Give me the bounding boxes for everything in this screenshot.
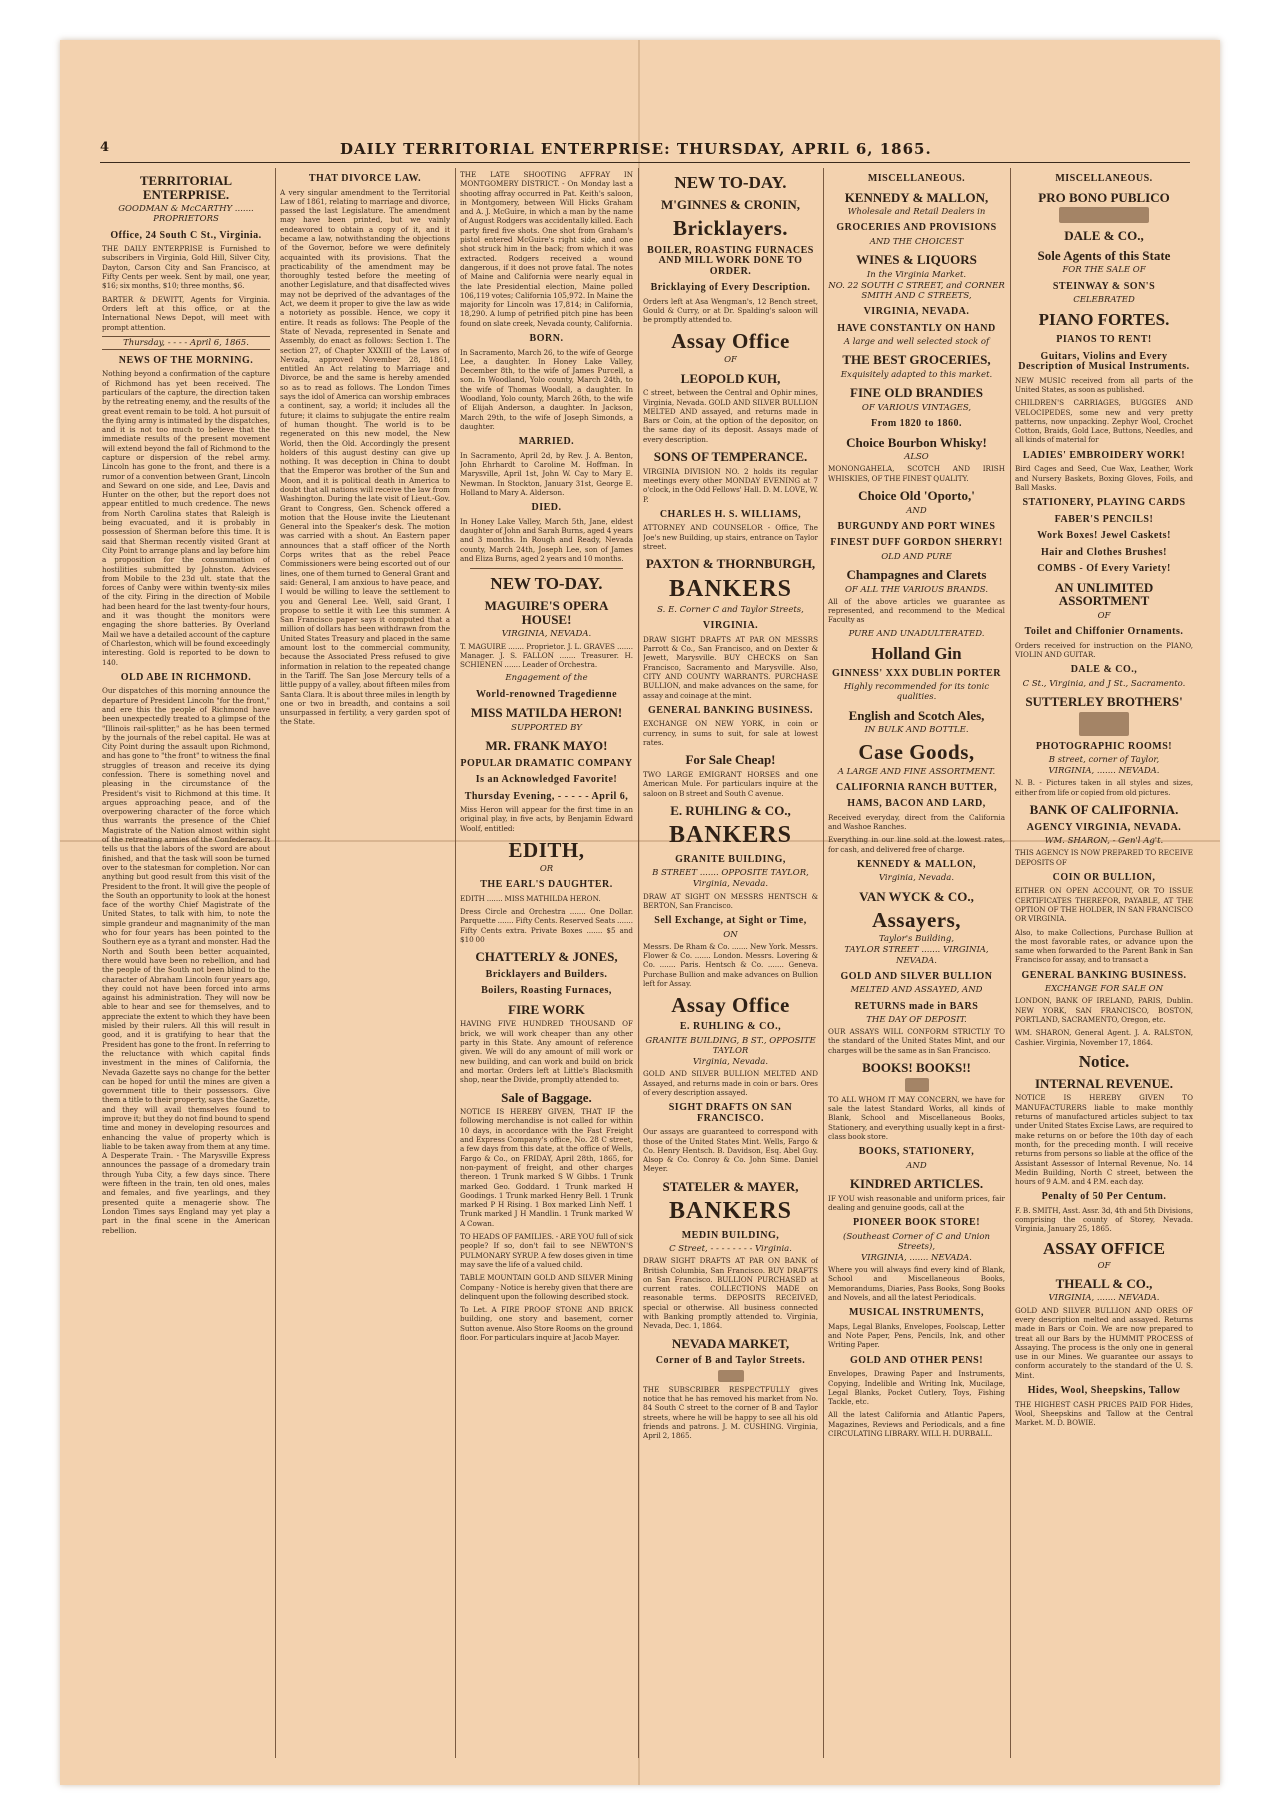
mginnes-slogan: Bricklaying of Every Description. xyxy=(650,282,811,294)
sherry: FINEST DUFF GORDON SHERRY! xyxy=(830,537,1003,549)
show-date: Thursday Evening, - - - - - April 6, xyxy=(464,790,629,802)
paxton-address: S. E. Corner C and Taylor Streets, xyxy=(657,605,804,616)
butter: CALIFORNIA RANCH BUTTER, xyxy=(835,781,998,793)
engagement: Engagement of the xyxy=(505,673,588,684)
paxton-text: DRAW SIGHT DRAFTS AT PAR ON MESSRS Parrott & Co., San Francisco, and on Dexter & Jewett, Marysville. BUY CHECKS on San Francisco, Sacramento and Marysville. Also, CITY AND COUNTY WARRANTS. PURCHASE BULLION, and make advances on the same, for assay and coinage at the mint. xyxy=(643,634,818,700)
cast: EDITH ....... MISS MATHILDA HERON. xyxy=(460,893,601,903)
temperance-heading: SONS OF TEMPERANCE. xyxy=(653,449,808,465)
case-goods: Case Goods, xyxy=(858,740,975,765)
ruhling-text: DRAW AT SIGHT ON MESSRS HENTSCH & BERTON, San Francisco. xyxy=(643,891,818,910)
ruhling-title: BANKERS xyxy=(668,822,793,849)
best-groceries: THE BEST GROCERIES, xyxy=(842,352,991,368)
for-sale: FOR THE SALE OF xyxy=(1062,265,1146,276)
news-text: Nothing beyond a confirmation of the capture of Richmond has yet been received. The particulars of the capture, the direction taken by the retreating enemy, and the results of the great event remain to be told. A hot pursuit of the flying army is intimated by the dispatches, and it is not too much to believe that the immediate results of the present movement will extend beyond the fall of Richmond to the capture or dispersion of the rebel army. Lincoln has gone to the front, and there is a rumor of a convention between Grant, Lincoln and Seward on one side, and Lee, Davis and Hunter on the other, but the report does not appear entitled to much credence. The news from North Carolina states that Raleigh is being evacuated, and it is probably in possession of Sherman before this time. It is said that Sherman recently visited Grant at City Point to arrange plans and lay before him a proposition for the consummation of hostilities submitted by Johnston. Advices from Mobile to the 23d ult. state that the forces of Canby were within twenty-six miles of the city. Firing in the direction of Mobile had been heard for the last twenty-four hours, and it was thought the monitors were engaging the shore batteries. By Overland Mail we have a detailed account of the capture of Charleston, which will be found exceedingly interesting. Gold is reported to be down to 140. xyxy=(102,369,270,667)
returns: RETURNS made in BARS xyxy=(854,1000,979,1012)
newspaper-sheet xyxy=(60,40,1220,1785)
and-2: AND xyxy=(906,1160,927,1171)
champagnes: Champagnes and Clarets xyxy=(846,567,987,582)
play-subtitle: THE EARL'S DAUGHTER. xyxy=(480,879,613,891)
gold-pens: GOLD AND OTHER PENS! xyxy=(849,1354,984,1366)
paxton-city: VIRGINIA. xyxy=(702,620,759,632)
married-heading: MARRIED. xyxy=(518,436,575,448)
column-misc xyxy=(1015,168,1193,1768)
carriages: CHILDREN'S CARRIAGES, BUGGIES AND VELOCIPEDES, some new and very pretty patterns, now unpacking. Zephyr Wool, Crochet Cotton, Braids, Gold Lace, Buttons, Needles, and all kinds of material for xyxy=(1015,398,1193,445)
mginnes-text: Orders left at Asa Wengman's, 12 Bench street, Gould & Curry, or at Dr. Spalding's saloon will be promptly attended to. xyxy=(643,296,818,325)
coin: COIN OR BULLION, xyxy=(1052,871,1156,883)
pioneer-text: IF YOU wish reasonable and uniform prices, fair dealing and genuine goods, call at the xyxy=(828,1193,1005,1212)
born-text: In Sacramento, March 26, to the wife of George Lee, a daughter. In Honey Lake Valley, December 8th, to the wife of James Purcell, a son. In Woodland, Yolo county, March 24th, to the wife of Thomas Woodall, a daughter. In Woodland, Yolo county, March 26th, to the wife of Elijah Anderson, a daughter. In Jackson, March 29th, to the wife of Joseph Simonds, a daughter. xyxy=(460,347,633,431)
embroidery: LADIES' EMBROIDERY WORK! xyxy=(1022,449,1186,461)
assayers: Assayers, xyxy=(871,908,962,933)
baggage-text: NOTICE IS HEREBY GIVEN, THAT IF the following merchandise is not called for within 10 days, in accordance with the Fast Freight and Express Company's office, No. 28 C street, a few days from this date, at the office of Wells, Fargo & Co., on FRIDAY, April 28th, 1865, for non-payment of freight, and other charges thereon. 1 Trunk marked S W Gibbs. 1 Trunk marked Geo. Goddard. 1 Trunk marked H Goodings. 1 Trunk marked Henry Bell. 1 Trunk marked P H Rising. 1 Box marked Linh Neff. 1 Trunk marked J H Mandlin. 1 Trunk marked W A Cowan. xyxy=(460,1107,633,1228)
stationery: STATIONERY, PLAYING CARDS xyxy=(1022,497,1186,509)
subscription-text: THE DAILY ENTERPRISE is Furnished to subscribers in Virginia, Gold Hill, Silver City, Dayton, Carson City and San Francisco, at Fifty Cents per week. Sent by mail, one year, $16; six months, $10; three months, $6. xyxy=(102,244,270,291)
revenue: INTERNAL REVENUE. xyxy=(1035,1075,1173,1091)
porter: GINNESS' XXX DUBLIN PORTER xyxy=(831,667,1002,679)
dateline: Thursday, - - - - April 6, 1865. xyxy=(102,336,270,350)
company: POPULAR DRAMATIC COMPANY xyxy=(460,757,633,769)
star-name: MISS MATILDA HERON! xyxy=(470,705,623,721)
hams: HAMS, BACON AND LARD, xyxy=(847,798,986,810)
ruhling-list: Messrs. De Rham & Co. ....... New York. Messrs. Flower & Co. ....... London. Messrs. Lovering & Co. ....... Paris. Hentsch & Co. ....... Geneva. Purchase Bullion and make advances on Bullion left for Assay. xyxy=(643,941,818,988)
assay-text: C street, between the Central and Ophir mines, Virginia, Nevada. GOLD AND SILVER BULLION MELTED AND assayed, and returns made in Bars or Coin, at the option of the depositor, on the same day of its deposit. Assays made of every description. xyxy=(643,388,818,444)
hides-text: THE HIGHEST CASH PRICES PAID FOR Hides, Wool, Sheepskins and Tallow at the Central Market. M. D. BOWIE. xyxy=(1015,1399,1193,1428)
divorce-heading: THAT DIVORCE LAW. xyxy=(308,173,422,184)
paxton-heading: PAXTON & THORNBURGH, xyxy=(645,556,816,572)
ruhling-city: Virginia, Nevada. xyxy=(692,879,769,890)
cages: Bird Cages and Seed, Cue Wax, Leather, Work and Nursery Baskets, Boxing Gloves, Foils, and Ball Masks. xyxy=(1015,464,1193,492)
column-rule xyxy=(455,168,456,1758)
agents-text: BARTER & DEWITT, Agents for Virginia. Orders left at this office, or at the International News Depot, will meet with prompt attention. xyxy=(102,294,270,332)
sole: Sole Agents of this State xyxy=(1037,247,1171,263)
day: THE DAY OF DEPOSIT. xyxy=(866,1015,967,1025)
either: EITHER ON OPEN ACCOUNT, OR TO ISSUE CERTIFICATES THEREFOR, PAYABLE, AT THE OPTION OF THE HOLDER, IN SAN FRANCISCO OR VIRGINIA. xyxy=(1015,886,1193,924)
sale-heading: For Sale Cheap! xyxy=(685,752,776,768)
table-mountain-text: TABLE MOUNTAIN GOLD AND SILVER Mining Company - Notice is hereby given that there are delinquent upon the following described stock. xyxy=(460,1273,633,1301)
owners: GOODMAN & McCARTHY ....... PROPRIETORS xyxy=(118,204,254,225)
assay2-address: GRANITE BUILDING, B ST., OPPOSITE TAYLOR xyxy=(645,1035,816,1057)
chatterly-heading: CHATTERLY & JONES, xyxy=(475,949,618,965)
brushes: Hair and Clothes Brushes! xyxy=(1041,546,1167,558)
column-rule xyxy=(1010,168,1011,1758)
pure: PURE AND UNADULTERATED. xyxy=(848,628,985,639)
dale-sign: DALE & CO., xyxy=(1070,664,1138,676)
camera-icon xyxy=(1079,712,1129,736)
music-note: NEW MUSIC received from all parts of the United States, as soon as published. xyxy=(1015,375,1193,394)
photo-address: B street, corner of Taylor, xyxy=(1048,755,1160,765)
market-sub: Corner of B and Taylor Streets. xyxy=(655,1355,806,1367)
assay-name: LEOPOLD KUH, xyxy=(680,370,781,386)
paper-name: TERRITORIAL ENTERPRISE. xyxy=(139,173,233,202)
let-text: To Let. A FIRE PROOF STONE AND BRICK building, one story and basement, corner Sutton avenue. Also Store Rooms on the ground floor. For particulars inquire at Jacob Mayer. xyxy=(460,1305,633,1342)
misc-heading-2: MISCELLANEOUS. xyxy=(1055,173,1153,184)
groceries: GROCERIES AND PROVISIONS xyxy=(836,222,997,234)
new-today-heading-2: NEW TO-DAY. xyxy=(674,173,787,192)
years: From 1820 to 1860. xyxy=(870,418,963,430)
kennedy-sub: Wholesale and Retail Dealers in xyxy=(847,207,986,218)
pioneer: PIONEER BOOK STORE! xyxy=(852,1217,981,1229)
news-heading: NEWS OF THE MORNING. xyxy=(118,354,254,366)
married-text: In Sacramento, April 2d, by Rev. J. A. Benton, John Ehrhardt to Caroline M. Hoffman. In Marysville, April 1st, John W. Cay to Mary E. Newman. In Stockton, January 31st, George E. Holland to Mary A. Alderson. xyxy=(460,450,633,497)
ralston: WM. SHARON, General Agent. J. A. RALSTON, Cashier. Virginia, November 17, 1864. xyxy=(1015,1028,1193,1047)
mginnes-services: BOILER, ROASTING FURNACES AND MILL WORK DONE TO ORDER. xyxy=(647,244,814,277)
favorite: Is an Acknowledged Favorite! xyxy=(475,774,618,786)
faber: FABER'S PENCILS! xyxy=(1054,513,1154,525)
column-divorce-law xyxy=(280,168,450,1768)
assay-of: OF xyxy=(724,355,737,366)
taylor-street: TAYLOR STREET ....... VIRGINIA, NEVADA. xyxy=(844,945,989,966)
orders-note: Orders received for instruction on the PIANO, VIOLIN AND GUITAR. xyxy=(1015,640,1193,659)
pioneer-city: VIRGINIA, ....... NEVADA. xyxy=(861,1253,972,1263)
show-text: Miss Heron will appear for the first time in an original play, in five acts, by Benjamin Edward Woolf, entitled: xyxy=(460,805,633,833)
also: ALSO xyxy=(904,452,929,463)
steinway: STEINWAY & SON'S xyxy=(1052,280,1156,292)
agency: AGENCY VIRGINIA, NEVADA. xyxy=(1026,821,1182,833)
city: VIRGINIA, NEVADA. xyxy=(863,306,970,318)
supported-by: SUPPORTED BY xyxy=(511,722,582,733)
revenue-text: NOTICE IS HEREBY GIVEN TO MANUFACTURERS liable to make monthly returns of manufactured articles subject to tax under United States Excise Laws, are required to make returns on or before the 10th day of each month, for the preceding month. I will receive returns from persons so liable at the office of the Assistant Assessor of Internal Revenue, No. 14 Medin Building, North C street, between the hours of 9 A.M. and 4 P.M. each day. xyxy=(1015,1093,1193,1187)
divider xyxy=(470,568,623,569)
shooting-text: THE LATE SHOOTING AFFRAY IN MONTGOMERY DISTRICT. - On Monday last a shooting affray occurred in Pat. Keith's saloon, in Montgomery, between Will Hicks Graham and A. J. McGuire, in which a man by the name of August Rodgers was accidentally killed. Each party fired five shots. One shot from Graham's pistol entered McGuire's right side, and one shot struck him in the back; from which it was extracted. Rodgers received a wound dangerous, if it does not prove fatal. The notes of Maine and California were nearly equal in the late Presidential election, Maine polled 106,119 votes; California 105,972. In Maine the majority for Lincoln was 17,814; in California, 18,290. A lump of petrified pitch pine has been found on slate creek, Nevada county, California. xyxy=(460,170,633,328)
banking: GENERAL BANKING BUSINESS. xyxy=(1021,969,1187,981)
melted: MELTED AND ASSAYED, AND xyxy=(850,985,983,996)
assay2-drafts: SIGHT DRAFTS ON SAN FRANCISCO. xyxy=(668,1102,793,1124)
paxton-general: GENERAL BANKING BUSINESS. xyxy=(647,704,814,716)
assortment: A LARGE AND FINE ASSORTMENT. xyxy=(837,766,996,777)
column-rule xyxy=(275,168,276,1758)
dale-address: C St., Virginia, and J St., Sacramento. xyxy=(1022,678,1186,689)
everything: Everything in our line sold at the lowest rates, for cash, and delivered free of charge. xyxy=(828,835,1005,854)
tragedienne-label: World-renowned Tragedienne xyxy=(475,688,618,700)
mginnes-trade: Bricklayers. xyxy=(672,216,789,241)
stateler-text: DRAW SIGHT DRAFTS AT PAR ON BANK of British Columbia, San Francisco. BUY DRAFTS on San Francisco. BULLION PURCHASED at current rates. COLLECTIONS MADE on reasonable terms. DEPOSITS RECEIVED, special or otherwise. All business connected with Banking promptly attended to. Virginia, Nevada, Dec. 1, 1864. xyxy=(643,1256,818,1331)
stateler-address: C Street, - - - - - - - - Virginia. xyxy=(669,1244,792,1255)
column-notices-theatre xyxy=(460,168,633,1768)
books-icon xyxy=(905,1078,929,1092)
wines: WINES & LIQUORS xyxy=(856,252,977,268)
ruhling-heading: E. RUHLING & CO., xyxy=(670,802,791,818)
bourbon: Choice Bourbon Whisky! xyxy=(846,434,987,450)
books-text: TO ALL WHOM IT MAY CONCERN, we have for sale the latest Standard Works, all kinds of Blank, School and Miscellaneous Books, Stationery, and everything usually kept in a first-class book store. xyxy=(828,1094,1005,1141)
and-1: AND xyxy=(906,505,927,516)
piano: PIANO FORTES. xyxy=(1038,310,1170,330)
stateler-heading: STATELER & MAYER, xyxy=(662,1178,799,1194)
theall: THEALL & CO., xyxy=(1055,1275,1153,1291)
holland: Holland Gin xyxy=(871,643,962,663)
burgundy: BURGUNDY AND PORT WINES xyxy=(837,520,996,532)
exchange: EXCHANGE FOR SALE ON xyxy=(1044,984,1164,995)
combs: COMBS - Of Every Variety! xyxy=(1037,563,1171,575)
paxton-title: BANKERS xyxy=(668,575,793,602)
born-heading: BORN. xyxy=(529,333,564,345)
books: BOOKS! BOOKS!! xyxy=(862,1060,971,1076)
assay-office-heading-2: Assay Office xyxy=(671,993,790,1018)
new-today-heading: NEW TO-DAY. xyxy=(490,574,603,594)
vintages: OF VARIOUS VINTAGES, xyxy=(861,402,972,413)
photo-city: VIRGINIA, ....... NEVADA. xyxy=(1048,766,1160,777)
dale: DALE & CO., xyxy=(1064,228,1144,244)
toilet: Toilet and Chiffonier Ornaments. xyxy=(1024,626,1184,638)
opera-heading: MAGUIRE'S OPERA HOUSE! xyxy=(484,598,609,627)
bank: BANK OF CALIFORNIA. xyxy=(1029,801,1179,817)
misc-heading: MISCELLANEOUS. xyxy=(867,173,966,184)
market-note: In the Virginia Market. xyxy=(866,269,967,280)
sharon: WM. SHARON, - Gen'l Ag't. xyxy=(1044,836,1164,847)
chatterly-services: Boilers, Roasting Furnaces, xyxy=(481,985,612,997)
bank-text: THIS AGENCY IS NOW PREPARED TO RECEIVE DEPOSITS OF xyxy=(1015,848,1193,867)
old-pure: OLD AND PURE xyxy=(881,551,952,562)
rent: PIANOS TO RENT! xyxy=(1056,334,1152,346)
office-address: Office, 24 South C St., Virginia. xyxy=(110,229,262,241)
admission: Dress Circle and Orchestra ....... One Dollar. Parquette ....... Fifty Cents. Reserved Seats ....... Fifty Cents extra. Private Boxes ....... $5 and $10 00 xyxy=(460,906,633,944)
assay2-text: GOLD AND SILVER BULLION MELTED AND Assayed, and returns made in coin or bars. Ores of every description assayed. xyxy=(643,1069,818,1097)
vanwyck-heading: VAN WYCK & CO., xyxy=(859,888,974,904)
photographic: PHOTOGRAPHIC ROOMS! xyxy=(1035,740,1173,752)
guarantee: All of the above articles we guarantee as represented, and recommend to the Medical Faculty as xyxy=(828,596,1005,625)
pioneer-address: (Southeast Corner of C and Union Streets), xyxy=(843,1231,990,1252)
sale-text: TWO LARGE EMIGRANT HORSES and one American Mule. For particulars inquire at the saloon on B street and South C avenue. xyxy=(643,769,818,798)
ruhling-address: B STREET ....... OPPOSITE TAYLOR, xyxy=(652,868,809,879)
ruhling-on: ON xyxy=(723,929,738,940)
piano-icon xyxy=(1059,207,1149,223)
kennedy-heading: KENNEDY & MALLON, xyxy=(844,189,989,205)
photo-text: N. B. - Pictures taken in all styles and sizes, either from life or copied from old pictures. xyxy=(1015,778,1193,797)
opera-staff: T. MAGUIRE ....... Proprietor. J. L. GRAVES ....... Manager. J. S. FALLON ....... Treasurer. H. SCHIENEN ....... Leader of Orchestra. xyxy=(460,641,633,670)
notice: Notice. xyxy=(1078,1051,1130,1071)
assessor: F. B. SMITH, Asst. Assr. 3d, 4th and 5th Divisions, comprising the county of Storey, Nevada. Virginia, January 25, 1865. xyxy=(1015,1205,1193,1234)
unlimited: AN UNLIMITED ASSORTMENT xyxy=(1054,579,1154,609)
probono: PRO BONO PUBLICO xyxy=(1038,189,1170,205)
chatterly-sub: Bricklayers and Builders. xyxy=(485,968,608,980)
sutterley: SUTTERLEY BROTHERS' xyxy=(1025,693,1183,709)
assay2-owner: E. RUHLING & CO., xyxy=(679,1021,782,1033)
signoff-city: Virginia, Nevada. xyxy=(878,873,955,884)
address: NO. 22 SOUTH C STREET, and CORNER SMITH AND C STREETS, xyxy=(828,280,1005,302)
richmond-heading: OLD ABE IN RICHMOND. xyxy=(120,671,252,683)
column-bankers xyxy=(643,168,818,1768)
williams-text: ATTORNEY AND COUNSELOR - Office, The Joe's new Building, up stairs, entrance on Taylor street. xyxy=(643,523,818,551)
costar-name: MR. FRANK MAYO! xyxy=(485,737,608,753)
column-liquors xyxy=(828,168,1005,1768)
instruments-text: Maps, Legal Blanks, Envelopes, Foolscap, Letter and Note Paper, Pens, Pencils, Ink, and other Writing Paper. xyxy=(828,1321,1005,1350)
assay-of-2: OF xyxy=(1097,1260,1111,1271)
assay-heading: ASSAY OFFICE xyxy=(1042,1238,1166,1258)
work-boxes: Work Boxes! Jewel Caskets! xyxy=(1037,530,1171,542)
oporto: Choice Old 'Oporto,' xyxy=(858,487,975,503)
penalty: Penalty of 50 Per Centum. xyxy=(1041,1191,1167,1203)
play-title: EDITH, xyxy=(508,837,585,862)
masthead-title: DAILY TERRITORIAL ENTERPRISE: THURSDAY, APRIL 6, 1865. xyxy=(340,140,932,158)
gold-pens-text: Envelopes, Drawing Paper and Instruments, Copying, Indelible and Writing Ink, Mucilage, Legal Blanks, Pocket Cutlery, Toys, Fishing Tackle, etc. xyxy=(828,1369,1005,1407)
books-stationery: BOOKS, STATIONERY, xyxy=(858,1146,975,1158)
theall-text: GOLD AND SILVER BULLION AND ORES OF every description melted and assayed. Returns made in Bars or Coin. We are now prepared to treat all our Bars by the HUMMIT PROCESS of Assaying. The process is the only one in general use in our Mines. We guarantee our assays to conform accurately to the standard of the U. S. Mint. xyxy=(1015,1305,1193,1380)
williams-heading: CHARLES H. S. WILLIAMS, xyxy=(659,508,802,520)
signoff: KENNEDY & MALLON, xyxy=(857,858,976,870)
exquisitely: Exquisitely adapted to this market. xyxy=(840,370,993,381)
porter-note: Highly recommended for its tonic qualities. xyxy=(843,682,990,703)
ales: English and Scotch Ales, xyxy=(848,707,985,723)
heads-text: TO HEADS OF FAMILIES. - ARE YOU full of sick people? If so, don't fail to see NEWTON'S PULMONARY SYRUP. A few doses given in time may save the life of a valued child. xyxy=(460,1232,633,1269)
ruhling-building: GRANITE BUILDING, xyxy=(675,853,786,865)
market-heading: NEVADA MARKET, xyxy=(671,1335,790,1351)
of: OF xyxy=(1097,610,1111,621)
pioneer-more: Where you will always find every kind of Blank, School and Miscellaneous Books, Memorandums, Diaries, Pass Books, Song Books and Novels, and all the latest Periodicals. xyxy=(828,1265,1005,1303)
column-editorial xyxy=(102,168,270,1768)
assay2-more: Our assays are guaranteed to correspond with those of the United States Mint. Wells, Fargo & Co. Henry Hentsch. B. Davidson, Esq. Abel Guy. Alsop & Co. Conroy & Co. John Sime. Daniel Meyer. xyxy=(643,1127,818,1174)
assay-office-heading: Assay Office xyxy=(671,329,790,354)
brandies: FINE OLD BRANDIES xyxy=(850,385,983,401)
stateler-title: BANKERS xyxy=(668,1198,793,1225)
baggage-heading: Sale of Baggage. xyxy=(501,1089,592,1105)
exchange-text: EXCHANGE ON NEW YORK, in coin or currency, in sums to suit, for sale at lowest rates. xyxy=(643,719,818,747)
market-text: THE SUBSCRIBER RESPECTFULLY gives notice that he has removed his market from No. 84 South C street to the corner of B and Taylor streets, where he will be happy to see all his old friends and patrons. J. M. CUSHING. Virginia, April 2, 1865. xyxy=(643,1384,818,1441)
instruments: MUSICAL INSTRUMENTS, xyxy=(848,1307,985,1319)
mginnes-heading: M'GINNES & CRONIN, xyxy=(660,196,801,212)
cities: LONDON, BANK OF IRELAND, PARIS, Dublin. NEW YORK, SAN FRANCISCO, BOSTON, PORTLAND, SACRAMENTO, Oregon, etc. xyxy=(1015,996,1193,1025)
play-or: OR xyxy=(539,863,554,874)
brands: OF ALL THE VARIOUS BRANDS. xyxy=(844,584,989,595)
assays-note: OUR ASSAYS WILL CONFORM STRICTLY TO the standard of the United States Mint, and our charges will be the same as in San Francisco. xyxy=(828,1027,1005,1055)
kindred: KINDRED ARTICLES. xyxy=(849,1175,984,1191)
died-heading: DIED. xyxy=(531,502,562,514)
celebrated: CELEBRATED xyxy=(1073,295,1135,306)
bulk: IN BULK AND BOTTLE. xyxy=(864,725,969,736)
ox-icon xyxy=(718,1370,744,1382)
stateler-building: MEDIN BUILDING, xyxy=(681,1229,780,1241)
opera-location: VIRGINIA, NEVADA. xyxy=(501,629,592,640)
ruhling-exchange: Sell Exchange, at Sight or Time, xyxy=(654,915,807,927)
column-rule xyxy=(823,168,824,1758)
richmond-text: Our dispatches of this morning announce the departure of President Lincoln "for the front," and ere this the people of Richmond have been unexpectedly treated to a glimpse of the "Illinois rail-splitter," as he has been termed by the journals of the rebel capital. He was at City Point during the assault upon Richmond, and has gone to "the front" to witness the final struggles of treason and receive its dying confession. There is something novel and pleasing in the circumstance of the President's visit to Richmond at this time. It argues approaching peace, and of the overpowering character of the force which thus warrants the presence of the Chief Magistrate of the Nation almost within sight of the retreating armies of the Confederacy. It tells us that the labors of the sword are about finished, and that the task will soon be turned over to the statesman for completion. Nor can anything but good result from this visit of the President to the front. It will give the people of the South an opportunity to look at the honest face of the worthy Chief Magistrate of the United States, to talk with him, to note the simple grandeur and magnanimity of the man who for four years has been pointed to the Southern eye as a tyrant and monster. Had the North and South been better acquainted, there would have been no rebellion, and had the people of the South not been blind to the character of Abraham Lincoln four years ago, they could not have been forced into arms against his administration. They will now be able to hear and see for themselves, and to appreciate the extent to which they have been misled by their rulers. All this will result in good, and it is gratifying to hear that the President has gone to the front. In referring to the reluctance with which capital finds investment in the mines of California, the Nevada Gazette says no change for the better can be hoped for until the mines are given a government title to their possessors. Give them a title to their property, says the Gazette, and they will avail themselves found to improve it; but they do not find bound to spend time and money in developing resources and enhancing the value of property which is liable to be taken away from them at any time. A Desperate Train. - The Marysville Express announces the passage of a dromedary train through Yuba City, a few days since. There were fifteen in the train, ten old ones, males and females, and five yearlings, and they presented quite a menagerie show. The London Times says England may yet play a part in the final scene in the American rebellion. xyxy=(102,686,270,1235)
page-number: 4 xyxy=(100,140,110,155)
gold-silver: GOLD AND SILVER BULLION xyxy=(840,970,993,982)
firework: FIRE WORK xyxy=(508,1001,585,1017)
chatterly-text: HAVING FIVE HUNDRED THOUSAND OF brick, we will work cheaper than any other party in this State. Any amount of reference given. We will do any amount of mill work or new building, and can work and build on brick and mortar. Orders left at Little's Blacksmith shop, near the Divide, promptly attended to. xyxy=(460,1019,633,1085)
stock: A large and well selected stock of xyxy=(843,337,990,348)
constantly: HAVE CONSTANTLY ON HAND xyxy=(837,322,996,334)
collections: Also, to make Collections, Purchase Bullion at the most favorable rates, or advance upon the same when forwarded to the Parent Bank in San Francisco for assay, and to transact a xyxy=(1015,927,1193,965)
guitars: Guitars, Violins and Every Description of Musical Instruments. xyxy=(1018,350,1190,373)
theall-city: VIRGINIA, ....... NEVADA. xyxy=(1048,1293,1160,1304)
received: Received everyday, direct from the California and Washoe Ranches. xyxy=(828,812,1005,831)
divorce-text: A very singular amendment to the Territorial Law of 1861, relating to marriage and divorce, passed the last Legislature. The amendment may have been printed, but we vainly endeavored to obtain a copy of it, and it became a law, notwithstanding the objections of the Governor, before we were definitely acquainted with its provisions. That the practicability of the amendment may be thoroughly tested before the meeting of another Legislature, and that disaffected wives may not be deprived of the advantages of the Act, we deem it proper to give the law as wide a notoriety as possible. Hence, we copy it entire. It reads as follows: The People of the State of Nevada, represented in Senate and Assembly, do enact as follows: Section 1. The section 27, of Chapter XXXIII of the Laws of Nevada, approved November 28, 1861, entitled An Act relating to Marriage and Divorce, be and the same is hereby amended so as to read as follows. The London Times says the idol of America can worship embraces a continent, say, a world; it includes all the future; it claims to subjugate the entire realm of human thought. The world is to be regenerated on this new model, the New World, then the Old. Accordingly the present holders of this august destiny can give up nothing. It was deception in China to doubt that the Emperor was brother of the Sun and Moon, and it is political death in America to doubt that all nations will receive the law from Washington. During the late visit of Lieut.-Gov. Grant to Congress, Gen. Schenck offered a motion that the House invite the Lieutenant General into the Speaker's desk. The motion was carried with a shout. An Eastern paper announces that a staff officer of the North Corps writes that as the rebel Peace Commissioners were being escorted out of our lines, one of them turned to General Grant and said: General, I am anxious to have peace, and I would be willing to leave the settlement to you and General Lee. Well, said Grant, I propose to settle it with Lee this summer. A San Francisco paper says it computed that a million of dollars has been withdrawn from the United States Treasury and placed in the same amount lost to the commercial community, because the Associated Press refused to give information in relation to the repeated change in the Tariff. The San Jose Mercury tells of a little puppy of a valley, about fifteen miles from Santa Clara. It is about three miles in length by one or two in breadth, and contains a soil unsurpassed in fertility, a very garden spot of the State. xyxy=(280,187,450,727)
died-text: In Honey Lake Valley, March 5th, Jane, eldest daughter of John and Sarah Burns, aged 4 years and 3 months. In Rough and Ready, Nevada county, March 24th, Joseph Lee, son of James and Eliza Burns, aged 2 years and 10 months. xyxy=(460,516,633,563)
assay2-city: Virginia, Nevada. xyxy=(692,1057,769,1068)
temperance-text: VIRGINIA DIVISION NO. 2 holds its regular meetings every other MONDAY EVENING at 7 o'clock, in the Odd Fellows' Hall. D. M. LOVE, W. P. xyxy=(643,466,818,504)
last-note: All the latest California and Atlantic Papers, Magazines, Reviews and Periodicals, and a fine CIRCULATING LIBRARY. WILL H. DURBALL. xyxy=(828,1410,1005,1439)
choicest: AND THE CHOICEST xyxy=(869,236,964,247)
masthead xyxy=(100,140,1190,163)
column-rule xyxy=(638,168,639,1758)
taylor: Taylor's Building, xyxy=(878,934,955,945)
monongahela: MONONGAHELA, SCOTCH AND IRISH WHISKIES, OF THE FINEST QUALITY. xyxy=(828,464,1005,483)
hides: Hides, Wool, Sheepskins, Tallow xyxy=(1027,1385,1181,1397)
